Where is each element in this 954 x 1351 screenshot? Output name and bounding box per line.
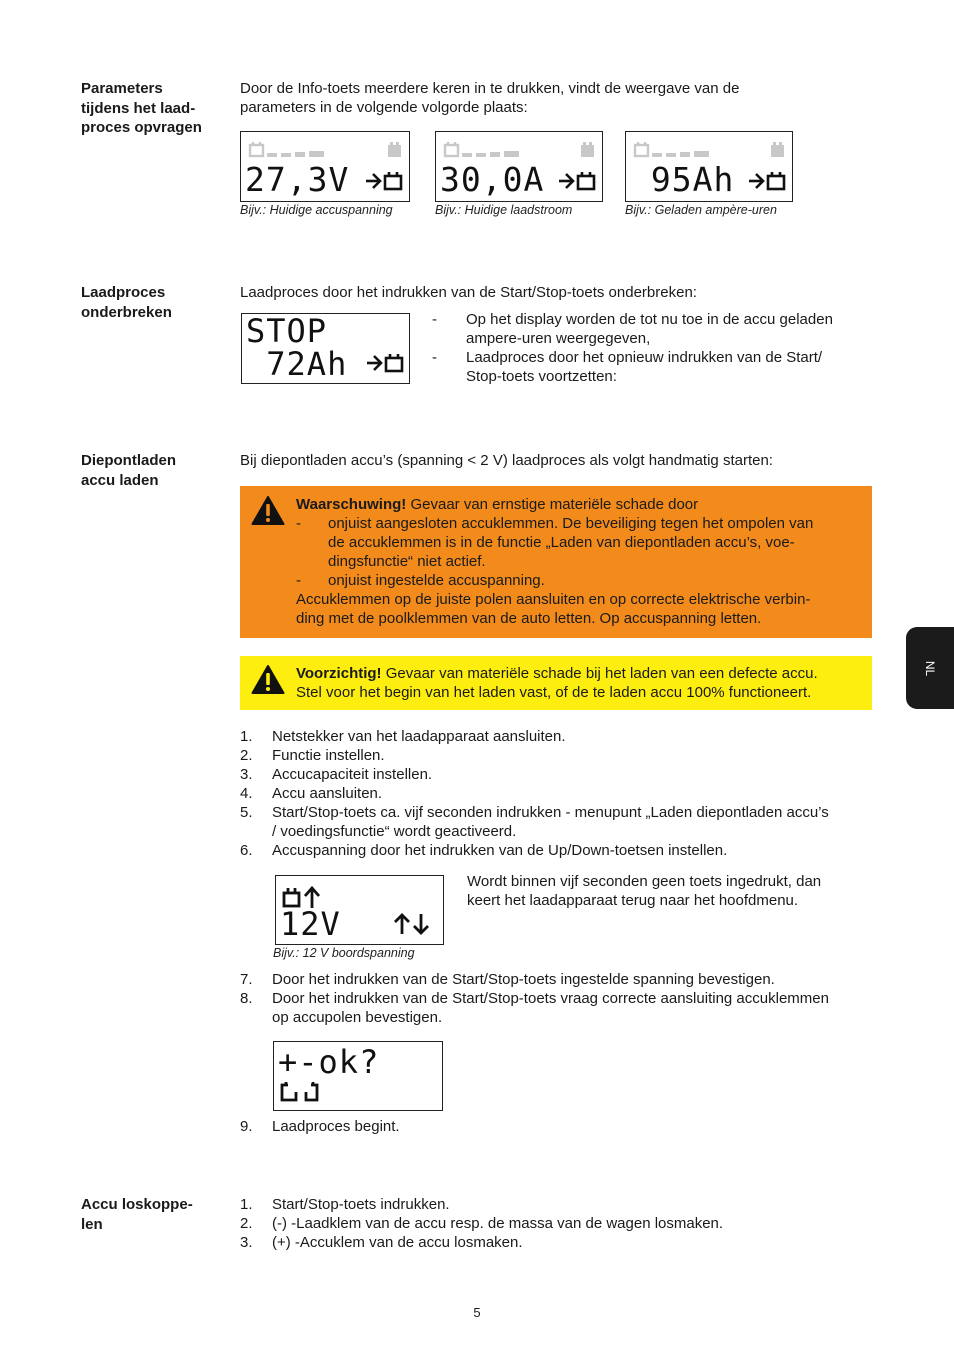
lcd-line-1: STOP (246, 312, 328, 350)
list-item: 6. Accuspanning door het indrukken van de Up/Down-toetsen instellen. (240, 842, 728, 859)
list-item: - Laadproces door het opnieuw indrukken van de Start/ Stop-toets voortzetten: (432, 349, 823, 385)
lcd-display-voltage-select (275, 875, 444, 945)
lcd-line-2: 72Ah (246, 345, 348, 383)
lcd-caption: Bijv.: Geladen ampère-uren (625, 203, 777, 217)
lcd-display-current (435, 131, 603, 202)
warning-text: Waarschuwing! Gevaar van ernstige materiële schade door - onjuist aangesloten accuklemmen. De beveiliging tegen het ompolen van de accuklemmen is in de functie „Laden van diepontladen accu’s, voe- dingsfunctie“ niet actief. - onjuist ingestelde accuspanning. Accuklemmen op de juiste polen aansluiten en op correcte elektrische verbin- ding met de poolklemmen van de auto letten. Op accuspanning letten. (296, 495, 860, 628)
charging-battery-icon (366, 352, 406, 374)
caution-box (240, 656, 872, 710)
lcd-caption: Bijv.: Huidige accuspanning (240, 203, 393, 217)
lcd-display-voltage (240, 131, 410, 202)
stop-intro: Laadproces door het indrukken van de Start/Stop-toets onderbreken: (240, 284, 697, 301)
list-item: 3. (+) -Accuklem van de accu losmaken. (240, 1234, 523, 1251)
parameters-intro: Door de Info-toets meerdere keren in te drukken, vindt de weergave van de parameters in de volgende volgorde plaats: (240, 80, 740, 116)
warning-triangle-icon (251, 664, 285, 695)
lcd-value: 27,3V (245, 160, 350, 199)
steps-list (240, 1117, 872, 1136)
up-down-arrows-icon (392, 912, 432, 936)
stop-bullet-list (432, 310, 872, 386)
lcd-status-bar-icon (442, 140, 596, 162)
lcd-display-stop (241, 313, 410, 384)
battery-clamps-icon (279, 1080, 321, 1104)
list-item: 4. Accu aansluiten. (240, 785, 383, 802)
list-item: - onjuist ingestelde accuspanning. (296, 572, 545, 589)
list-item: 7. Door het indrukken van de Start/Stop-toets ingestelde spanning bevestigen. (240, 971, 775, 988)
warning-triangle-icon (251, 495, 285, 526)
section-heading-disconnect: Accu loskoppe- len (81, 1196, 193, 1233)
list-item: 8. Door het indrukken van de Start/Stop-toets vraag correcte aansluiting accuklemmen op accupolen bevestigen. (240, 990, 829, 1026)
steps-list (240, 727, 872, 860)
section-heading-parameters: Parameters tijdens het laad- proces opvragen (81, 80, 202, 136)
lcd-value: +-ok? (278, 1043, 380, 1081)
list-item: 9. Laadproces begint. (240, 1118, 400, 1135)
list-item: 2. (-) -Laadklem van de accu resp. de massa van de wagen losmaken. (240, 1215, 724, 1232)
list-item: 5. Start/Stop-toets ca. vijf seconden indrukken - menupunt „Laden diepontladen accu’s / voedingsfunctie“ wordt geactiveerd. (240, 804, 829, 840)
charging-battery-icon (365, 170, 405, 192)
caution-text: Voorzichtig! Gevaar van materiële schade bij het laden van een defecte accu. Stel voor het begin van het laden vast, of de te laden accu 100% functioneert. (296, 665, 818, 701)
lcd-display-confirm (273, 1041, 443, 1111)
lcd-display-amp-hours (625, 131, 793, 202)
lcd-caption: Bijv.: Huidige laadstroom (435, 203, 573, 217)
section-heading-stop: Laadproces onderbreken (81, 284, 172, 321)
list-item: 1. Netstekker van het laadapparaat aansluiten. (240, 728, 566, 745)
steps-list (240, 970, 872, 1027)
charging-battery-icon (748, 170, 788, 192)
list-item: 2. Functie instellen. (240, 747, 385, 764)
lcd-status-bar-icon (247, 140, 403, 162)
lcd-value: 12V (280, 905, 341, 943)
list-item: 3. Accucapaciteit instellen. (240, 766, 433, 783)
lcd-value: 30,0A (440, 160, 545, 199)
deep-discharge-intro: Bij diepontladen accu’s (spanning < 2 V) laadproces als volgt handmatig starten: (240, 452, 773, 469)
page-number: 5 (473, 1305, 481, 1320)
charging-battery-icon (558, 170, 598, 192)
list-item: - onjuist aangesloten accuklemmen. De beveiliging tegen het ompolen van de accuklemmen is in de functie „Laden van diepontladen accu’s, voe- dingsfunctie“ niet actief. (296, 515, 814, 570)
warning-box (240, 486, 872, 638)
list-item: - Op het display worden de tot nu toe in de accu geladen ampere-uren weergegeven, (432, 311, 833, 347)
lcd-caption: Bijv.: 12 V boordspanning (273, 946, 415, 960)
voltage-timeout-note: Wordt binnen vijf seconden geen toets ingedrukt, dan keert het laadapparaat terug naar het hoofdmenu. (467, 873, 822, 909)
section-heading-deep-discharge: Diepontladen accu laden (81, 452, 177, 489)
lcd-status-bar-icon (632, 140, 786, 162)
language-tab-label: NL (923, 660, 938, 676)
list-item: 1. Start/Stop-toets indrukken. (240, 1196, 450, 1213)
steps-list (240, 1195, 872, 1252)
lcd-value: 95Ah (630, 160, 735, 199)
